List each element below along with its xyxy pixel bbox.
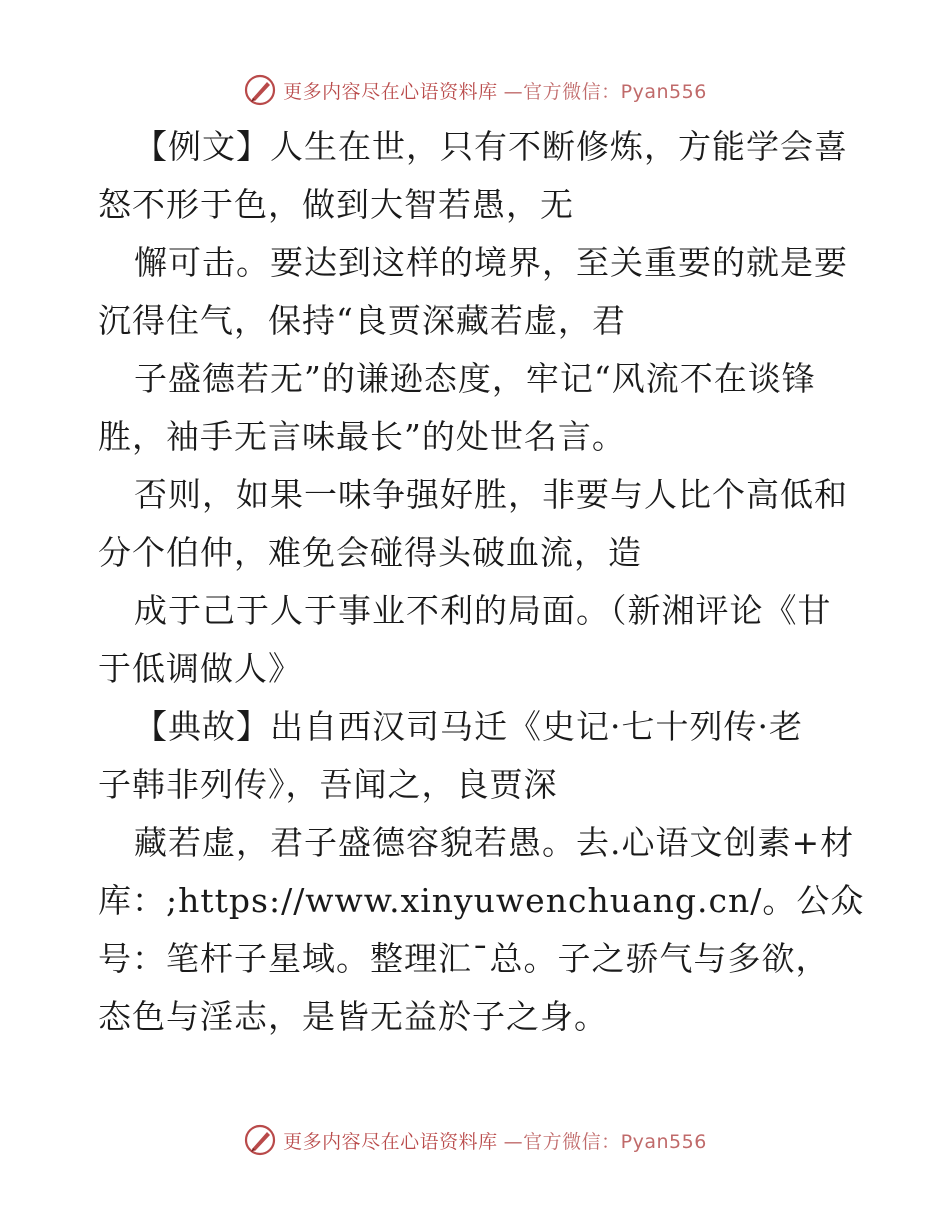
text-line-13: 藏若虚，君子盛德容貌若愚。去.心语文创素+材 [134, 823, 855, 862]
text-line-15: 号：笔杆子星域。整理汇¯总。子之骄气与多欲， [98, 939, 830, 978]
text-line-3: 懈可击。要达到这样的境界，至关重要的就是要 [134, 243, 848, 282]
footer-promo-text: 更多内容尽在心语资料库 [283, 1130, 498, 1153]
text-line-16: 态色与淫志，是皆无益於子之身。 [98, 997, 608, 1036]
text-line-9: 成于己于人于事业不利的局面。（新湘评论《甘 [134, 591, 832, 630]
text-line-12: 子韩非列传》，吾闻之，良贾深 [98, 765, 558, 804]
header-promo-text: 更多内容尽在心语资料库 [283, 80, 498, 103]
footer-banner [0, 1120, 950, 1160]
document-body [98, 118, 865, 1046]
text-line-1: 【例文】人生在世，只有不断修炼，方能学会喜 [134, 127, 848, 166]
text-line-2: 怒不形于色，做到大智若愚，无 [98, 185, 574, 224]
text-line-6: 胜，袖手无言味最长”的处世名言。 [98, 417, 626, 456]
text-line-10: 于低调做人》 [98, 649, 302, 688]
footer-wechat-text: —官方微信：Pyan556 [503, 1130, 707, 1153]
quill-pen-logo-icon [243, 1123, 277, 1157]
text-line-5: 子盛德若无”的谦逊态度，牢记“风流不在谈锋 [134, 359, 816, 398]
text-line-7: 否则，如果一味争强好胜，非要与人比个高低和 [134, 475, 848, 514]
text-line-11: 【典故】出自西汉司马迁《史记·七十列传·老 [134, 707, 803, 746]
text-line-14: 库：;https://www.xinyuwenchuang.cn/。公众 [98, 881, 865, 920]
quill-pen-logo-icon [243, 73, 277, 107]
text-line-8: 分个伯仲，难免会碰得头破血流，造 [98, 533, 642, 572]
text-line-4: 沉得住气，保持“良贾深藏若虚，君 [98, 301, 626, 340]
header-banner [0, 70, 950, 110]
header-wechat-text: —官方微信：Pyan556 [503, 80, 707, 103]
